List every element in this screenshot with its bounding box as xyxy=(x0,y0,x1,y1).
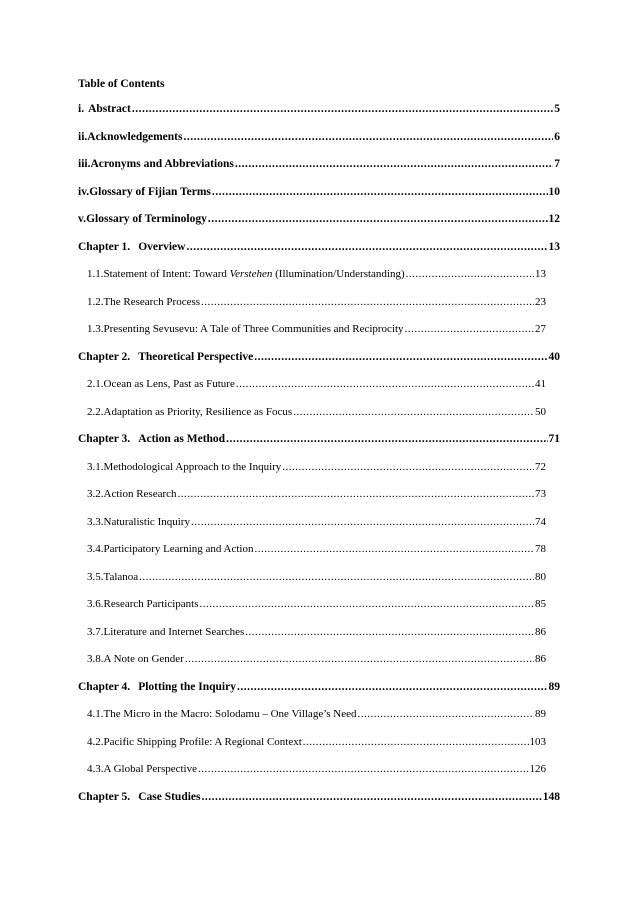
toc-entry-number: Chapter 2. xyxy=(78,350,131,363)
toc-entry-number: 3.3. xyxy=(87,515,104,528)
toc-dot-leader xyxy=(132,103,553,115)
toc-dot-leader xyxy=(139,571,534,583)
toc-entry-page: 23 xyxy=(535,295,546,308)
toc-entry[interactable] xyxy=(87,488,546,500)
toc-entry-label: Adaptation as Priority, Resilience as Focus xyxy=(103,405,293,418)
toc-entry-label: Overview xyxy=(138,240,186,253)
toc-entry[interactable] xyxy=(87,653,546,665)
toc-entry-number: 3.1. xyxy=(87,460,104,473)
toc-dot-leader xyxy=(245,626,534,638)
toc-entry[interactable] xyxy=(78,241,560,253)
toc-entry-number: 3.5. xyxy=(87,570,104,583)
toc-entry-label: Naturalistic Inquiry xyxy=(103,515,190,528)
toc-entry-page: 73 xyxy=(535,488,546,500)
toc-entry-number: Chapter 3. xyxy=(78,433,131,445)
toc-entry-number: Chapter 1. xyxy=(78,240,131,253)
toc-entry[interactable] xyxy=(87,461,546,473)
toc-entry-label: Acknowledgements xyxy=(87,130,183,143)
toc-entry-label: Abstract xyxy=(88,103,131,115)
toc-entry-number: v. xyxy=(78,213,86,225)
toc-entry-page: 40 xyxy=(548,350,560,363)
toc-dot-leader xyxy=(405,323,534,335)
toc-entry-label: Case Studies xyxy=(138,790,201,803)
toc-dot-leader xyxy=(293,406,534,418)
toc-entry-label: Statement of Intent: Toward Verstehen (Illumination/Understanding) xyxy=(103,268,405,280)
toc-entry-page: 10 xyxy=(548,185,560,198)
toc-entry-label: Literature and Internet Searches xyxy=(103,625,245,638)
toc-entry-label: Glossary of Fijian Terms xyxy=(89,185,211,198)
toc-dot-leader xyxy=(201,296,534,308)
toc-entry-page: 71 xyxy=(548,433,560,445)
toc-dot-leader xyxy=(200,598,535,610)
toc-entry-page: 126 xyxy=(529,763,546,775)
toc-dot-leader xyxy=(186,241,547,253)
toc-entry-number: 3.6. xyxy=(87,598,104,610)
toc-dot-leader xyxy=(226,433,547,445)
toc-entry[interactable] xyxy=(78,681,560,693)
toc-entry[interactable] xyxy=(78,103,560,115)
toc-entry[interactable] xyxy=(87,516,546,528)
toc-dot-leader xyxy=(254,351,547,363)
toc-entry-label: The Research Process xyxy=(103,295,201,308)
toc-entry[interactable] xyxy=(78,351,560,363)
toc-dot-leader xyxy=(237,681,548,693)
toc-entry-label: Presenting Sevusevu: A Tale of Three Communities and Reciprocity xyxy=(103,323,404,335)
toc-entry-label: Plotting the Inquiry xyxy=(138,680,236,693)
toc-dot-leader xyxy=(178,488,535,500)
toc-entry-label: Participatory Learning and Action xyxy=(103,543,254,555)
toc-entry-number: 4.1. xyxy=(87,708,104,720)
toc-entry-label: Pacific Shipping Profile: A Regional Context xyxy=(103,735,302,748)
toc-entry[interactable] xyxy=(78,158,560,170)
toc-entry-page: 103 xyxy=(529,735,546,748)
toc-entry[interactable] xyxy=(87,598,546,610)
toc-dot-leader xyxy=(185,653,534,665)
toc-entry-number: 4.2. xyxy=(87,735,104,748)
toc-entry[interactable] xyxy=(87,296,546,308)
toc-entry-label: Research Participants xyxy=(103,598,199,610)
toc-entry-number: ii. xyxy=(78,130,88,143)
toc-dot-leader xyxy=(208,213,548,225)
toc-entry-label: A Global Perspective xyxy=(103,763,197,775)
toc-entry[interactable] xyxy=(78,186,560,198)
toc-dot-leader xyxy=(303,736,529,748)
toc-entry-page: 50 xyxy=(535,405,546,418)
toc-entry[interactable] xyxy=(78,213,560,225)
toc-dot-leader xyxy=(202,791,542,803)
toc-entry-page: 74 xyxy=(535,515,546,528)
toc-entry-label: Methodological Approach to the Inquiry xyxy=(103,460,282,473)
toc-dot-leader xyxy=(282,461,534,473)
toc-entry[interactable] xyxy=(87,736,546,748)
toc-entry-label: Action Research xyxy=(103,488,177,500)
toc-entry-page: 6 xyxy=(554,130,560,143)
toc-entry-label: Glossary of Terminology xyxy=(86,213,207,225)
toc-dot-leader xyxy=(191,516,534,528)
toc-entry-page: 72 xyxy=(535,460,546,473)
toc-entry-number: i. xyxy=(78,103,85,115)
toc-entry[interactable] xyxy=(87,406,546,418)
toc-entry-number: Chapter 4. xyxy=(78,680,131,693)
toc-entry-page: 12 xyxy=(548,213,560,225)
toc-entry[interactable] xyxy=(87,378,546,390)
toc-entry-page: 89 xyxy=(548,680,560,693)
toc-entry-page: 89 xyxy=(535,708,546,720)
toc-entry-number: 3.7. xyxy=(87,625,104,638)
toc-entry-number: 2.1. xyxy=(87,378,104,390)
toc-dot-leader xyxy=(235,158,553,170)
toc-entry-number: 1.2. xyxy=(87,295,104,308)
toc-entry-label: Ocean as Lens, Past as Future xyxy=(103,378,235,390)
toc-entry[interactable] xyxy=(87,543,546,555)
toc-entry-label: Theoretical Perspective xyxy=(138,350,254,363)
toc-entry-number: 4.3. xyxy=(87,763,104,775)
toc-entry-page: 80 xyxy=(535,570,546,583)
toc-entry-number: 2.2. xyxy=(87,405,104,418)
toc-entry-page: 5 xyxy=(554,103,560,115)
toc-entry-label: Acronyms and Abbreviations xyxy=(90,158,234,170)
toc-entry[interactable] xyxy=(78,433,560,445)
toc-entry-label: A Note on Gender xyxy=(103,653,184,665)
toc-dot-leader xyxy=(183,131,553,143)
toc-entry-page: 148 xyxy=(542,790,560,803)
toc-entry-page: 86 xyxy=(535,625,546,638)
toc-entry-page: 13 xyxy=(548,240,560,253)
toc-entry-number: iv. xyxy=(78,185,90,198)
toc-entry[interactable] xyxy=(87,763,546,775)
toc-entry-label: The Micro in the Macro: Solodamu – One Village’s Need xyxy=(103,708,357,720)
toc-title: Table of Contents xyxy=(78,78,165,90)
toc-entry-page: 41 xyxy=(535,378,546,390)
toc-entry[interactable] xyxy=(87,571,546,583)
toc-dot-leader xyxy=(236,378,534,390)
toc-entry[interactable] xyxy=(87,268,546,280)
toc-dot-leader xyxy=(212,186,548,198)
toc-entry-number: iii. xyxy=(78,158,91,170)
toc-entry-page: 78 xyxy=(535,543,546,555)
toc-entry-number: 1.3. xyxy=(87,323,104,335)
toc-entry-number: 1.1. xyxy=(87,268,104,280)
toc-dot-leader xyxy=(198,763,529,775)
toc-entry[interactable] xyxy=(87,708,546,720)
toc-entry-page: 85 xyxy=(535,598,546,610)
toc-entry-label: Action as Method xyxy=(138,433,226,445)
toc-entry[interactable] xyxy=(78,791,560,803)
toc-entry-page: 27 xyxy=(535,323,546,335)
toc-entry-number: Chapter 5. xyxy=(78,790,131,803)
toc-entry[interactable] xyxy=(78,131,560,143)
toc-entry-number: 3.2. xyxy=(87,488,104,500)
toc-entry-number: 3.4. xyxy=(87,543,104,555)
toc-entry-number: 3.8. xyxy=(87,653,104,665)
toc-entry-page: 86 xyxy=(535,653,546,665)
toc-entry[interactable] xyxy=(87,626,546,638)
toc-entry-emphasis: Verstehen xyxy=(229,268,273,280)
toc-entry-page: 13 xyxy=(535,268,546,280)
toc-entry[interactable] xyxy=(87,323,546,335)
toc-dot-leader xyxy=(358,708,535,720)
toc-dot-leader xyxy=(254,543,534,555)
toc-entry-page: 7 xyxy=(554,158,560,170)
toc-dot-leader xyxy=(406,268,534,280)
toc-entry-label: Talanoa xyxy=(103,570,139,583)
